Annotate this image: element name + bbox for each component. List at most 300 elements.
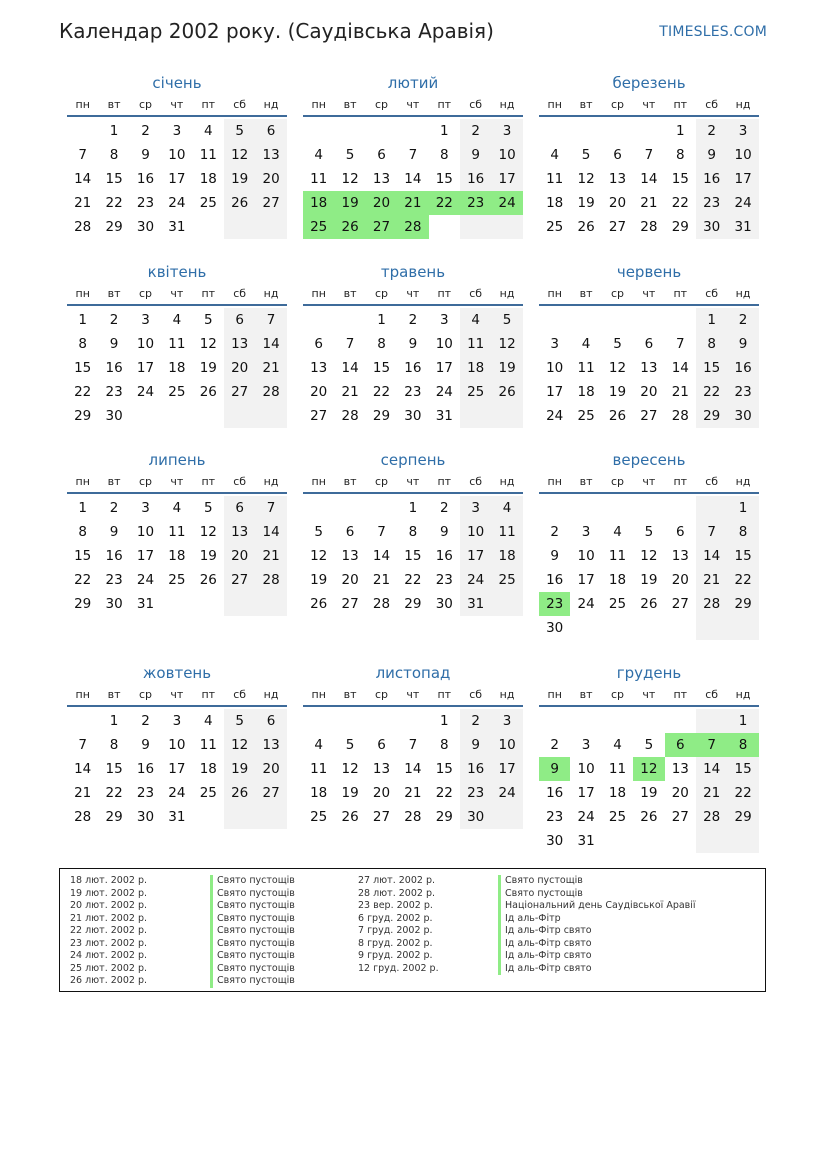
day-cell: 13 xyxy=(255,143,286,167)
weekend-blank xyxy=(696,829,727,853)
page-title: Календар 2002 року. (Саудівська Аравія) xyxy=(59,19,494,43)
weekday-label: ср xyxy=(138,98,152,111)
day-cell: 28 xyxy=(74,809,92,825)
legend-date: 8 груд. 2002 р. xyxy=(358,937,433,949)
legend-holiday-name: Ід аль-Фітр свято xyxy=(498,938,592,951)
day-grid xyxy=(539,707,759,851)
day-cell: 12 xyxy=(224,143,255,167)
weekend-blank xyxy=(460,404,491,428)
day-cell: 19 xyxy=(334,191,365,215)
weekday-header xyxy=(539,687,759,707)
month-12 xyxy=(539,663,759,851)
day-cell: 15 xyxy=(105,171,123,187)
day-cell: 3 xyxy=(491,709,522,733)
day-cell: 16 xyxy=(136,761,155,777)
day-cell: 17 xyxy=(435,360,453,376)
day-cell: 1 xyxy=(439,713,449,729)
day-cell: 10 xyxy=(168,737,186,753)
day-cell: 26 xyxy=(640,596,658,612)
day-cell: 23 xyxy=(136,195,155,211)
day-cell: 23 xyxy=(546,809,564,825)
day-cell: 8 xyxy=(109,737,119,753)
legend-holiday-name: Національний день Саудівської Аравії xyxy=(498,900,696,913)
day-cell: 16 xyxy=(460,757,491,781)
day-cell: 4 xyxy=(613,524,622,540)
day-cell: 20 xyxy=(608,195,627,211)
day-cell: 27 xyxy=(224,380,255,404)
day-cell: 21 xyxy=(372,572,391,588)
day-cell: 7 xyxy=(408,147,418,163)
day-cell: 20 xyxy=(224,544,255,568)
day-cell: 11 xyxy=(460,332,491,356)
weekday-label: нд xyxy=(499,475,515,488)
day-cell: 16 xyxy=(460,167,491,191)
day-cell: 16 xyxy=(727,356,758,380)
weekday-label: пт xyxy=(201,688,216,701)
legend-holiday-name: Свято пустощів xyxy=(210,963,295,976)
legend-date: 22 лют. 2002 р. xyxy=(70,925,147,936)
day-cell: 23 xyxy=(136,785,155,801)
day-cell: 2 xyxy=(109,500,119,516)
day-cell: 17 xyxy=(546,384,564,400)
weekday-label: чт xyxy=(642,98,656,111)
day-cell: 6 xyxy=(675,524,685,540)
day-cell: 28 xyxy=(255,380,286,404)
weekday-label: сб xyxy=(233,287,247,300)
day-cell: 2 xyxy=(727,308,758,332)
weekday-label: сб xyxy=(469,98,483,111)
day-cell: 21 xyxy=(671,384,689,400)
weekday-label: чт xyxy=(642,688,656,701)
day-cell: 17 xyxy=(727,167,758,191)
day-grid xyxy=(67,306,287,450)
day-cell: 30 xyxy=(696,215,727,239)
day-cell: 6 xyxy=(377,737,386,753)
legend-holiday-name: Свято пустощів xyxy=(210,950,295,963)
weekday-label: сб xyxy=(469,688,483,701)
day-cell: 5 xyxy=(224,709,255,733)
weekday-label: пт xyxy=(437,688,452,701)
day-cell: 2 xyxy=(109,312,119,328)
day-cell: 17 xyxy=(168,761,186,777)
day-cell: 28 xyxy=(696,592,727,616)
day-cell: 7 xyxy=(696,520,727,544)
day-cell: 15 xyxy=(435,171,453,187)
day-cell: 26 xyxy=(334,215,365,239)
day-cell: 13 xyxy=(608,171,627,187)
month-9 xyxy=(539,450,759,638)
day-cell: 10 xyxy=(435,336,453,352)
day-cell: 16 xyxy=(435,548,453,564)
day-cell: 12 xyxy=(341,171,359,187)
weekday-header xyxy=(67,687,287,707)
day-cell: 26 xyxy=(224,781,255,805)
day-cell: 18 xyxy=(546,195,564,211)
day-cell: 22 xyxy=(671,195,689,211)
day-cell: 30 xyxy=(105,596,123,612)
day-cell: 1 xyxy=(109,123,119,139)
weekday-label: сб xyxy=(705,475,719,488)
day-cell: 26 xyxy=(310,596,328,612)
weekday-header xyxy=(67,286,287,306)
day-cell: 11 xyxy=(168,524,186,540)
weekday-label: пт xyxy=(437,287,452,300)
day-cell: 10 xyxy=(136,336,155,352)
day-cell: 21 xyxy=(696,781,727,805)
day-cell: 21 xyxy=(404,785,422,801)
day-cell: 14 xyxy=(640,171,658,187)
day-cell: 9 xyxy=(539,757,570,781)
day-cell: 2 xyxy=(141,713,150,729)
day-cell: 13 xyxy=(671,548,689,564)
weekday-label: нд xyxy=(499,688,515,701)
weekday-label: пн xyxy=(311,287,326,300)
day-cell: 24 xyxy=(136,572,155,588)
day-cell: 21 xyxy=(341,384,359,400)
day-cell: 10 xyxy=(727,143,758,167)
day-cell: 24 xyxy=(491,781,522,805)
weekday-label: пн xyxy=(75,688,90,701)
day-cell: 14 xyxy=(404,761,422,777)
day-cell: 23 xyxy=(105,384,123,400)
legend-row xyxy=(358,888,696,901)
day-cell: 25 xyxy=(168,572,186,588)
legend-column xyxy=(70,875,295,988)
weekday-label: вт xyxy=(107,287,121,300)
day-cell: 1 xyxy=(727,709,758,733)
legend-date: 20 лют. 2002 р. xyxy=(70,900,147,911)
day-cell: 29 xyxy=(727,592,758,616)
day-cell: 20 xyxy=(640,384,658,400)
day-cell: 16 xyxy=(404,360,422,376)
day-grid xyxy=(539,494,759,638)
weekend-blank xyxy=(696,616,727,640)
day-cell: 15 xyxy=(727,544,758,568)
day-cell: 10 xyxy=(168,147,186,163)
day-cell: 9 xyxy=(141,737,150,753)
weekend-blank xyxy=(255,404,286,428)
day-cell: 28 xyxy=(404,809,422,825)
day-cell: 31 xyxy=(460,592,491,616)
day-cell: 31 xyxy=(577,833,595,849)
day-cell: 1 xyxy=(727,496,758,520)
day-cell: 26 xyxy=(577,219,595,235)
weekday-label: вт xyxy=(107,98,121,111)
day-cell: 8 xyxy=(675,147,685,163)
day-cell: 9 xyxy=(141,147,150,163)
month-name: вересень xyxy=(612,451,686,469)
weekday-label: ср xyxy=(138,688,152,701)
weekday-label: пт xyxy=(673,287,688,300)
day-cell: 14 xyxy=(255,332,286,356)
day-cell: 21 xyxy=(255,544,286,568)
day-cell: 20 xyxy=(255,167,286,191)
day-cell: 7 xyxy=(377,524,386,540)
day-cell: 19 xyxy=(199,548,217,564)
day-cell: 24 xyxy=(168,195,186,211)
day-cell: 11 xyxy=(491,520,522,544)
day-cell: 24 xyxy=(577,809,595,825)
day-cell: 30 xyxy=(136,219,155,235)
day-cell: 28 xyxy=(696,805,727,829)
legend-row xyxy=(70,925,295,938)
weekday-header xyxy=(67,474,287,494)
day-cell: 19 xyxy=(577,195,595,211)
day-cell: 28 xyxy=(74,219,92,235)
day-cell: 26 xyxy=(491,380,522,404)
weekend-blank xyxy=(491,404,522,428)
weekday-label: вт xyxy=(107,475,121,488)
weekday-header xyxy=(303,97,523,117)
day-cell: 7 xyxy=(255,496,286,520)
day-cell: 28 xyxy=(341,408,359,424)
legend-date: 28 лют. 2002 р. xyxy=(358,887,435,899)
day-cell: 4 xyxy=(491,496,522,520)
weekday-label: сб xyxy=(705,688,719,701)
day-cell: 29 xyxy=(696,404,727,428)
day-cell: 15 xyxy=(372,360,391,376)
legend-row xyxy=(70,875,295,888)
day-cell: 17 xyxy=(136,548,155,564)
weekday-label: ср xyxy=(374,287,388,300)
legend-row xyxy=(358,913,696,926)
day-cell: 12 xyxy=(577,171,595,187)
day-cell: 1 xyxy=(439,123,449,139)
month-8 xyxy=(303,450,523,638)
legend-row xyxy=(358,925,696,938)
weekday-label: пт xyxy=(437,475,452,488)
day-cell: 7 xyxy=(696,733,727,757)
day-cell: 5 xyxy=(491,308,522,332)
month-name: грудень xyxy=(616,664,682,682)
day-cell: 22 xyxy=(74,572,92,588)
day-cell: 8 xyxy=(696,332,727,356)
day-cell: 3 xyxy=(141,312,150,328)
day-cell: 30 xyxy=(727,404,758,428)
day-cell: 21 xyxy=(640,195,658,211)
day-cell: 23 xyxy=(404,384,422,400)
weekday-label: сб xyxy=(469,287,483,300)
legend-holiday-name: Ід аль-Фітр свято xyxy=(498,950,592,963)
day-cell: 19 xyxy=(608,384,627,400)
day-cell: 23 xyxy=(539,592,570,616)
weekday-label: пн xyxy=(311,475,326,488)
month-7 xyxy=(67,450,287,638)
day-cell: 17 xyxy=(577,572,595,588)
legend-date: 23 лют. 2002 р. xyxy=(70,937,147,949)
day-cell: 23 xyxy=(460,781,491,805)
day-cell: 29 xyxy=(671,219,689,235)
day-cell: 25 xyxy=(577,408,595,424)
day-cell: 5 xyxy=(203,312,213,328)
legend-date: 21 лют. 2002 р. xyxy=(70,912,147,924)
day-cell: 6 xyxy=(377,147,386,163)
weekday-label: чт xyxy=(170,287,184,300)
legend-row xyxy=(358,963,696,976)
legend-holiday-name: Свято пустощів xyxy=(210,938,295,951)
legend-date: 7 груд. 2002 р. xyxy=(358,925,433,936)
day-cell: 18 xyxy=(303,191,334,215)
day-cell: 23 xyxy=(105,572,123,588)
day-cell: 8 xyxy=(78,336,87,352)
day-cell: 4 xyxy=(314,737,323,753)
day-cell: 12 xyxy=(640,548,658,564)
day-cell: 29 xyxy=(372,408,391,424)
month-10 xyxy=(67,663,287,851)
day-cell: 3 xyxy=(581,737,591,753)
weekend-blank xyxy=(460,215,491,239)
day-cell: 18 xyxy=(491,544,522,568)
day-cell: 9 xyxy=(439,524,449,540)
weekend-blank xyxy=(491,215,522,239)
day-grid xyxy=(303,306,523,450)
day-cell: 4 xyxy=(203,713,213,729)
weekday-label: чт xyxy=(406,98,420,111)
legend-row xyxy=(358,900,696,913)
day-cell: 27 xyxy=(608,219,627,235)
day-cell: 24 xyxy=(491,191,522,215)
day-cell: 30 xyxy=(546,833,564,849)
day-cell: 29 xyxy=(74,596,92,612)
day-cell: 27 xyxy=(640,408,658,424)
day-cell: 17 xyxy=(577,785,595,801)
day-cell: 29 xyxy=(435,809,453,825)
day-cell: 24 xyxy=(577,596,595,612)
month-name: червень xyxy=(616,263,682,281)
legend-date: 9 груд. 2002 р. xyxy=(358,950,433,961)
day-cell: 23 xyxy=(460,191,491,215)
day-cell: 18 xyxy=(608,785,627,801)
day-cell: 14 xyxy=(74,761,92,777)
day-cell: 26 xyxy=(199,572,217,588)
day-grid xyxy=(67,117,287,261)
day-cell: 21 xyxy=(255,356,286,380)
legend-holiday-name: Свято пустощів xyxy=(210,900,295,913)
weekday-label: пн xyxy=(547,475,562,488)
legend-row xyxy=(70,950,295,963)
day-cell: 2 xyxy=(141,123,150,139)
weekday-label: пт xyxy=(673,98,688,111)
weekday-label: ср xyxy=(610,287,624,300)
day-cell: 24 xyxy=(727,191,758,215)
day-cell: 12 xyxy=(224,733,255,757)
day-cell: 17 xyxy=(491,757,522,781)
day-cell: 17 xyxy=(168,171,186,187)
legend-holiday-name: Свято пустощів xyxy=(210,913,295,926)
weekday-label: пн xyxy=(75,98,90,111)
day-cell: 31 xyxy=(435,408,453,424)
day-cell: 20 xyxy=(372,785,391,801)
legend-holiday-name: Свято пустощів xyxy=(498,875,583,888)
day-cell: 8 xyxy=(408,524,418,540)
day-cell: 16 xyxy=(696,167,727,191)
day-cell: 6 xyxy=(644,336,654,352)
weekday-label: сб xyxy=(469,475,483,488)
weekday-label: пн xyxy=(547,287,562,300)
day-grid xyxy=(539,117,759,261)
day-cell: 12 xyxy=(633,757,664,781)
day-cell: 8 xyxy=(377,336,386,352)
day-cell: 1 xyxy=(78,312,87,328)
legend-date: 23 вер. 2002 р. xyxy=(358,900,433,911)
day-grid xyxy=(303,494,523,638)
weekday-header xyxy=(539,97,759,117)
day-cell: 10 xyxy=(546,360,564,376)
weekday-label: ср xyxy=(374,475,388,488)
day-cell: 25 xyxy=(199,785,217,801)
legend-date: 26 лют. 2002 р. xyxy=(70,975,147,986)
weekday-label: пн xyxy=(547,98,562,111)
legend-row xyxy=(70,888,295,901)
day-cell: 16 xyxy=(546,572,564,588)
month-name: квітень xyxy=(147,263,207,281)
day-cell: 22 xyxy=(74,384,92,400)
day-cell: 13 xyxy=(224,520,255,544)
day-cell: 10 xyxy=(577,548,595,564)
weekend-blank xyxy=(224,805,255,829)
day-cell: 18 xyxy=(310,785,328,801)
day-cell: 5 xyxy=(581,147,591,163)
day-cell: 11 xyxy=(608,761,627,777)
day-cell: 24 xyxy=(460,568,491,592)
day-cell: 24 xyxy=(435,384,453,400)
day-cell: 14 xyxy=(341,360,359,376)
day-cell: 19 xyxy=(640,785,658,801)
day-cell: 8 xyxy=(727,733,758,757)
day-cell: 26 xyxy=(224,191,255,215)
weekday-label: чт xyxy=(170,688,184,701)
day-cell: 8 xyxy=(78,524,87,540)
day-cell: 16 xyxy=(546,785,564,801)
day-cell: 30 xyxy=(546,620,564,636)
day-cell: 8 xyxy=(109,147,119,163)
day-cell: 3 xyxy=(491,119,522,143)
day-cell: 12 xyxy=(608,360,627,376)
weekend-blank xyxy=(255,215,286,239)
day-grid xyxy=(303,707,523,851)
day-cell: 10 xyxy=(491,143,522,167)
day-cell: 27 xyxy=(671,809,689,825)
day-cell: 25 xyxy=(168,384,186,400)
weekend-blank xyxy=(224,404,255,428)
day-cell: 10 xyxy=(136,524,155,540)
legend-holiday-name: Свято пустощів xyxy=(210,975,295,988)
day-cell: 26 xyxy=(640,809,658,825)
day-cell: 17 xyxy=(460,544,491,568)
weekday-label: чт xyxy=(406,287,420,300)
day-cell: 7 xyxy=(408,737,418,753)
weekday-header xyxy=(539,286,759,306)
month-2 xyxy=(303,73,523,261)
legend-row xyxy=(70,963,295,976)
day-cell: 5 xyxy=(345,737,355,753)
legend-date: 12 груд. 2002 р. xyxy=(358,962,439,974)
weekend-blank xyxy=(255,592,286,616)
weekday-label: пн xyxy=(311,688,326,701)
day-cell: 15 xyxy=(105,761,123,777)
brand-link[interactable]: TIMESLES.COM xyxy=(659,24,767,40)
day-cell: 3 xyxy=(550,336,559,352)
weekend-blank xyxy=(696,496,727,520)
day-cell: 18 xyxy=(199,761,217,777)
day-cell: 9 xyxy=(550,548,559,564)
month-name: липень xyxy=(148,451,206,469)
legend-row xyxy=(358,950,696,963)
weekend-blank xyxy=(696,709,727,733)
weekday-label: сб xyxy=(233,688,247,701)
day-cell: 9 xyxy=(696,143,727,167)
weekday-label: вт xyxy=(343,287,357,300)
